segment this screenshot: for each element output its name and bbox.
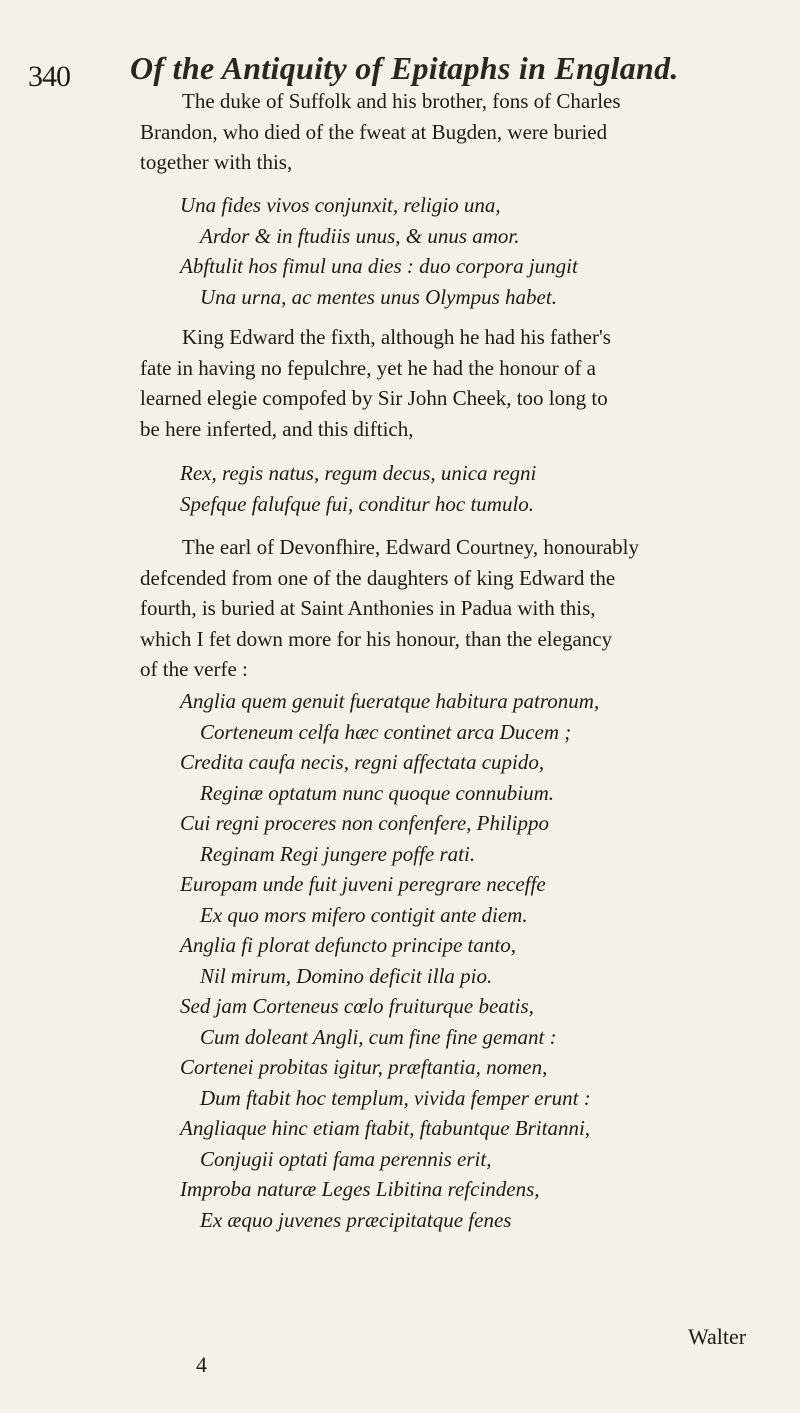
verse-line: Nil mirum, Domino deficit illa pio. xyxy=(200,963,493,988)
text-line: The duke of Suffolk and his brother, fons of Charles xyxy=(182,89,621,113)
text-line: which I fet down more for his honour, than the elegancy xyxy=(140,626,613,651)
verse-line: Ex quo mors mifero contigit ante diem. xyxy=(200,902,528,927)
text-line: learned elegie compofed by Sir John Cheek, too long to xyxy=(140,386,608,410)
text-line: fate in having no fepulchre, yet he had the honour of a xyxy=(140,355,597,380)
paragraph-suffolk xyxy=(140,86,770,178)
verse-line: Angliaque hinc etiam ftabit, ftabuntque Britanni, xyxy=(180,1116,591,1140)
verse-line: Anglia quem genuit fueratque habitura patronum, xyxy=(180,689,600,713)
verse-line: Sed jam Corteneus cœlo fruiturque beatis, xyxy=(180,994,534,1018)
verse-line: Europam unde fuit juveni peregrare neceffe xyxy=(180,872,546,896)
verse-suffolk xyxy=(180,190,780,312)
text-line: of the verfe : xyxy=(140,657,248,681)
verse-line: Una fides vivos conjunxit, religio una, xyxy=(180,193,501,217)
catchword: Walter xyxy=(688,1324,747,1349)
paragraph-edward-vi xyxy=(140,322,770,444)
verse-line: Una urna, ac mentes unus Olympus habet. xyxy=(200,284,557,309)
verse-courtney xyxy=(180,686,780,1235)
page-number: 340 xyxy=(28,60,70,93)
verse-line: Cum doleant Angli, cum fine fine gemant : xyxy=(200,1024,557,1049)
text-line: King Edward the fixth, although he had his father's xyxy=(182,325,611,349)
verse-line: Reginam Regi jungere poffe rati. xyxy=(200,841,476,866)
verse-line: Anglia fi plorat defuncto principe tanto, xyxy=(180,933,516,957)
verse-line: Dum ftabit hoc templum, vivida femper erunt : xyxy=(200,1085,591,1110)
verse-line: Ex æquo juvenes præcipitatque fenes xyxy=(200,1207,512,1232)
verse-line: Credita caufa necis, regni affectata cupido, xyxy=(180,750,545,774)
verse-line: Abftulit hos fimul una dies : duo corpora jungit xyxy=(180,254,578,278)
text-line: The earl of Devonfhire, Edward Courtney, honourably xyxy=(182,535,639,559)
text-line: together with this, xyxy=(140,150,293,174)
verse-line: Rex, regis natus, regum decus, unica regni xyxy=(180,461,537,485)
signature-mark: 4 xyxy=(196,1352,207,1377)
text-line: Brandon, who died of the fweat at Bugden, were buried xyxy=(140,119,608,144)
text-line: be here inferted, and this diftich, xyxy=(140,416,414,441)
text-line: fourth, is buried at Saint Anthonies in Padua with this, xyxy=(140,596,596,620)
verse-line: Cortenei probitas igitur, præftantia, nomen, xyxy=(180,1055,548,1079)
running-head: Of the Antiquity of Epitaphs in England. xyxy=(130,50,679,86)
verse-line: Spefque falufque fui, conditur hoc tumulo. xyxy=(180,491,535,516)
text-line: defcended from one of the daughters of king Edward the xyxy=(140,565,616,590)
paragraph-devonshire xyxy=(140,532,770,685)
verse-line: Improba naturæ Leges Libitina refcindens, xyxy=(180,1177,540,1201)
verse-edward-vi xyxy=(180,458,780,519)
verse-line: Ardor & in ftudiis unus, & unus amor. xyxy=(200,223,520,248)
verse-line: Conjugii optati fama perennis erit, xyxy=(200,1146,492,1171)
verse-line: Cui regni proceres non confenfere, Philippo xyxy=(180,811,549,835)
verse-line: Reginæ optatum nunc quoque connubium. xyxy=(200,780,555,805)
verse-line: Corteneum celfa hæc continet arca Ducem ; xyxy=(200,719,572,744)
